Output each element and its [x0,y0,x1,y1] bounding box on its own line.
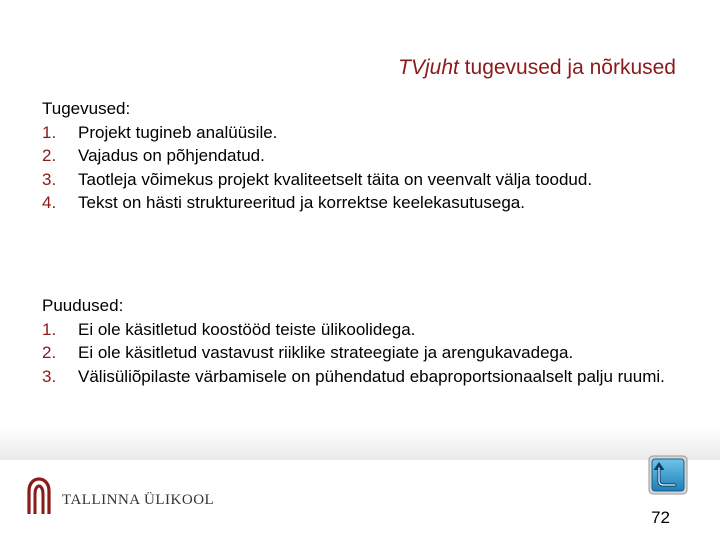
list-item [42,365,682,389]
item-text: Ei ole käsitletud koostööd teiste ülikoolidega. [78,319,416,339]
list-item [42,318,682,342]
strengths-section [42,97,682,215]
item-number: 2. [42,146,57,165]
university-logo-icon [26,477,52,515]
item-text: Tekst on hästi struktureeritud ja korrektse keelekasutusega. [78,193,525,212]
list-item [42,191,682,215]
page-number: 72 [651,508,670,527]
list-item [42,168,682,192]
title-rest: tugevused ja nõrkused [458,56,676,79]
item-number: 3. [42,169,57,189]
list-item [42,144,682,168]
item-text: Projekt tugineb analüüsile. [78,122,278,142]
item-number: 3. [42,366,57,386]
item-number: 4. [42,193,57,212]
item-number: 2. [42,343,57,362]
item-number: 1. [42,122,57,142]
title-italic: TVjuht [398,56,459,79]
item-text: Taotleja võimekus projekt kvaliteetselt täita on veenvalt välja toodud. [78,169,593,189]
item-text: Vajadus on põhjendatud. [78,146,265,165]
strengths-heading: Tugevused: [42,99,131,118]
item-text: Ei ole käsitletud vastavust riiklike strateegiate ja arengukavadega. [78,343,574,362]
item-text: Välisüliõpilaste värbamisele on pühendatud ebaproportsionaalselt palju ruumi. [78,366,665,386]
footer-gradient [0,428,720,460]
item-number: 1. [42,319,57,339]
university-logo-text: TALLINNA ÜLIKOOL [62,492,215,508]
up-arrow-icon[interactable] [648,455,688,495]
list-item [42,341,682,365]
weaknesses-section [42,294,682,388]
weaknesses-heading: Puudused: [42,296,124,315]
slide-title [398,56,676,80]
list-item [42,121,682,145]
